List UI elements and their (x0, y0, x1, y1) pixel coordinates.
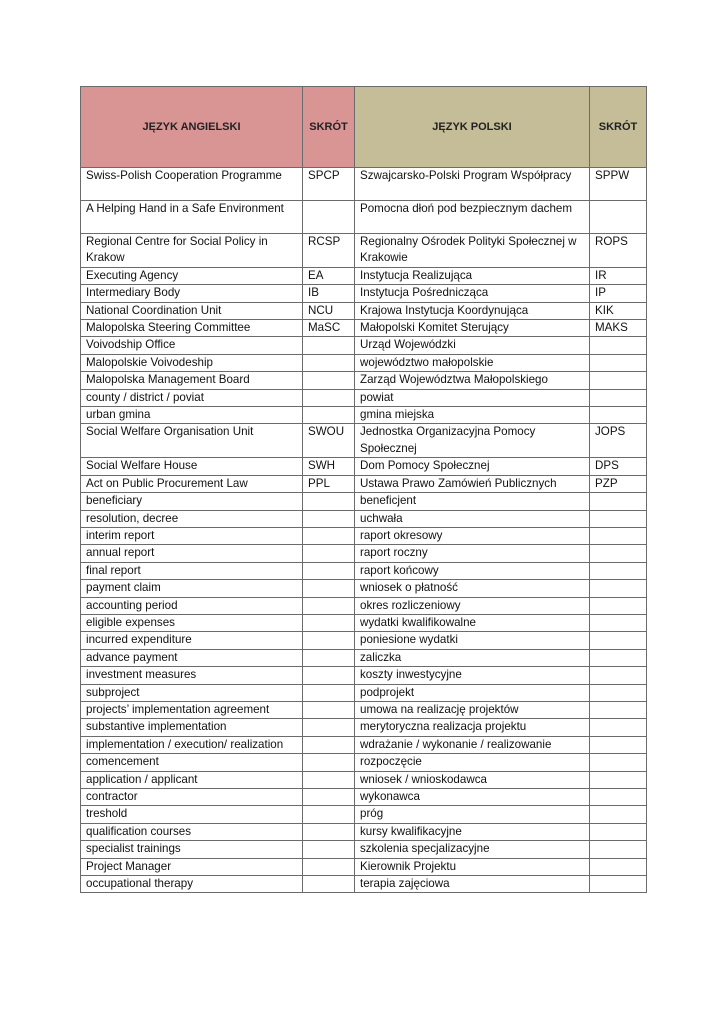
term-english: incurred expenditure (81, 632, 303, 649)
term-polish: Urząd Wojewódzki (355, 337, 590, 354)
abbr-english (303, 580, 355, 597)
term-english: Swiss-Polish Cooperation Programme (81, 168, 303, 201)
term-english: substantive implementation (81, 719, 303, 736)
table-row (81, 736, 647, 753)
table-row (81, 527, 647, 544)
term-polish: wniosek / wnioskodawca (355, 771, 590, 788)
abbr-english (303, 201, 355, 234)
abbr-polish (590, 649, 647, 666)
abbr-polish: ROPS (590, 234, 647, 268)
abbr-english: SPCP (303, 168, 355, 201)
abbr-english: MaSC (303, 320, 355, 337)
term-english: Intermediary Body (81, 285, 303, 302)
abbr-english (303, 667, 355, 684)
abbr-english (303, 337, 355, 354)
term-polish: beneficjent (355, 493, 590, 510)
abbr-polish (590, 337, 647, 354)
table-row (81, 614, 647, 631)
term-polish: Szwajcarsko-Polski Program Współpracy (355, 168, 590, 201)
abbr-english (303, 389, 355, 406)
abbr-polish (590, 701, 647, 718)
table-row (81, 510, 647, 527)
term-english: Malopolska Steering Committee (81, 320, 303, 337)
abbr-polish (590, 614, 647, 631)
table-row (81, 684, 647, 701)
abbr-english (303, 841, 355, 858)
abbr-english (303, 545, 355, 562)
table-row (81, 789, 647, 806)
abbr-english (303, 614, 355, 631)
table-row (81, 841, 647, 858)
abbr-polish (590, 876, 647, 893)
table-row (81, 632, 647, 649)
term-polish: Pomocna dłoń pod bezpiecznym dachem (355, 201, 590, 234)
term-polish: Instytucja Realizująca (355, 267, 590, 284)
term-polish: wydatki kwalifikowalne (355, 614, 590, 631)
abbr-polish (590, 354, 647, 371)
table-row (81, 302, 647, 319)
table-row (81, 649, 647, 666)
abbr-english (303, 684, 355, 701)
term-polish: zaliczka (355, 649, 590, 666)
term-polish: gmina miejska (355, 407, 590, 424)
table-row (81, 285, 647, 302)
abbr-polish: JOPS (590, 424, 647, 458)
term-polish: poniesione wydatki (355, 632, 590, 649)
term-polish: raport okresowy (355, 527, 590, 544)
term-english: Malopolska Management Board (81, 372, 303, 389)
table-row (81, 667, 647, 684)
term-english: qualification courses (81, 823, 303, 840)
abbr-english: SWH (303, 458, 355, 475)
table-row (81, 701, 647, 718)
term-english: subproject (81, 684, 303, 701)
abbr-english (303, 876, 355, 893)
table-row (81, 267, 647, 284)
abbr-english (303, 597, 355, 614)
term-polish: Dom Pomocy Społecznej (355, 458, 590, 475)
abbr-polish (590, 407, 647, 424)
term-polish: Małopolski Komitet Sterujący (355, 320, 590, 337)
term-english: A Helping Hand in a Safe Environment (81, 201, 303, 234)
abbr-polish (590, 201, 647, 234)
abbr-polish (590, 841, 647, 858)
abbr-polish (590, 771, 647, 788)
term-polish: rozpoczęcie (355, 754, 590, 771)
abbr-polish (590, 789, 647, 806)
term-english: investment measures (81, 667, 303, 684)
term-polish: uchwała (355, 510, 590, 527)
table-row (81, 320, 647, 337)
header-english: JĘZYK ANGIELSKI (81, 87, 303, 168)
abbr-english (303, 858, 355, 875)
abbr-polish (590, 580, 647, 597)
term-polish: podprojekt (355, 684, 590, 701)
abbr-english (303, 562, 355, 579)
abbr-polish (590, 372, 647, 389)
term-english: contractor (81, 789, 303, 806)
table-row (81, 545, 647, 562)
table-row (81, 719, 647, 736)
abbr-polish: KIK (590, 302, 647, 319)
abbr-english (303, 736, 355, 753)
abbr-polish: PZP (590, 475, 647, 492)
abbr-english (303, 649, 355, 666)
abbr-english: PPL (303, 475, 355, 492)
table-row (81, 168, 647, 201)
term-polish: szkolenia specjalizacyjne (355, 841, 590, 858)
term-polish: Instytucja Pośrednicząca (355, 285, 590, 302)
table-row (81, 754, 647, 771)
abbr-polish (590, 527, 647, 544)
term-english: projects’ implementation agreement (81, 701, 303, 718)
abbr-english (303, 701, 355, 718)
term-polish: wdrażanie / wykonanie / realizowanie (355, 736, 590, 753)
term-english: Voivodship Office (81, 337, 303, 354)
abbr-english (303, 789, 355, 806)
term-polish: Jednostka Organizacyjna Pomocy Społecznej (355, 424, 590, 458)
glossary-table (80, 86, 647, 893)
abbr-english (303, 632, 355, 649)
abbr-polish (590, 389, 647, 406)
abbr-english (303, 493, 355, 510)
term-polish: województwo małopolskie (355, 354, 590, 371)
abbr-english (303, 771, 355, 788)
table-row (81, 424, 647, 458)
abbr-english: SWOU (303, 424, 355, 458)
table-row (81, 858, 647, 875)
abbr-polish (590, 632, 647, 649)
table-row (81, 597, 647, 614)
table-row (81, 580, 647, 597)
glossary-body (81, 168, 647, 893)
term-polish: umowa na realizację projektów (355, 701, 590, 718)
term-polish: Regionalny Ośrodek Polityki Społecznej w Krakowie (355, 234, 590, 268)
table-row (81, 337, 647, 354)
term-english: Project Manager (81, 858, 303, 875)
table-row (81, 354, 647, 371)
term-polish: kursy kwalifikacyjne (355, 823, 590, 840)
term-english: eligible expenses (81, 614, 303, 631)
table-row (81, 493, 647, 510)
abbr-english: NCU (303, 302, 355, 319)
table-row (81, 389, 647, 406)
header-row (81, 87, 647, 168)
table-row (81, 458, 647, 475)
table-row (81, 407, 647, 424)
term-english: Executing Agency (81, 267, 303, 284)
term-english: accounting period (81, 597, 303, 614)
term-polish: wykonawca (355, 789, 590, 806)
abbr-english (303, 510, 355, 527)
term-english: county / district / poviat (81, 389, 303, 406)
term-polish: raport końcowy (355, 562, 590, 579)
abbr-polish: MAKS (590, 320, 647, 337)
term-english: interim report (81, 527, 303, 544)
term-english: payment claim (81, 580, 303, 597)
abbr-polish (590, 545, 647, 562)
abbr-polish (590, 754, 647, 771)
term-english: Social Welfare House (81, 458, 303, 475)
abbr-polish (590, 806, 647, 823)
term-english: Regional Centre for Social Policy in Krakow (81, 234, 303, 268)
term-polish: okres rozliczeniowy (355, 597, 590, 614)
abbr-english (303, 823, 355, 840)
term-polish: powiat (355, 389, 590, 406)
term-english: advance payment (81, 649, 303, 666)
term-polish: Ustawa Prawo Zamówień Publicznych (355, 475, 590, 492)
term-polish: koszty inwestycyjne (355, 667, 590, 684)
table-row (81, 234, 647, 268)
term-english: Act on Public Procurement Law (81, 475, 303, 492)
term-polish: Zarząd Województwa Małopolskiego (355, 372, 590, 389)
abbr-polish (590, 510, 647, 527)
term-english: final report (81, 562, 303, 579)
abbr-polish: IP (590, 285, 647, 302)
header-abbr-pl: SKRÓT (590, 87, 647, 168)
abbr-english (303, 754, 355, 771)
term-english: comencement (81, 754, 303, 771)
term-polish: raport roczny (355, 545, 590, 562)
abbr-english (303, 806, 355, 823)
term-polish: próg (355, 806, 590, 823)
abbr-polish (590, 562, 647, 579)
table-row (81, 771, 647, 788)
term-english: treshold (81, 806, 303, 823)
table-row (81, 201, 647, 234)
abbr-polish (590, 719, 647, 736)
table-row (81, 475, 647, 492)
abbr-polish (590, 597, 647, 614)
table-row (81, 806, 647, 823)
term-english: implementation / execution/ realization (81, 736, 303, 753)
term-english: occupational therapy (81, 876, 303, 893)
term-polish: Kierownik Projektu (355, 858, 590, 875)
term-polish: Krajowa Instytucja Koordynująca (355, 302, 590, 319)
term-polish: wniosek o płatność (355, 580, 590, 597)
abbr-english (303, 354, 355, 371)
abbr-polish (590, 858, 647, 875)
term-english: annual report (81, 545, 303, 562)
table-row (81, 823, 647, 840)
term-english: urban gmina (81, 407, 303, 424)
abbr-polish (590, 667, 647, 684)
table-row (81, 876, 647, 893)
abbr-polish (590, 684, 647, 701)
abbr-polish: SPPW (590, 168, 647, 201)
term-polish: merytoryczna realizacja projektu (355, 719, 590, 736)
term-english: specialist trainings (81, 841, 303, 858)
abbr-english: EA (303, 267, 355, 284)
abbr-polish (590, 493, 647, 510)
term-english: beneficiary (81, 493, 303, 510)
term-english: Malopolskie Voivodeship (81, 354, 303, 371)
abbr-english (303, 719, 355, 736)
term-english: resolution, decree (81, 510, 303, 527)
abbr-english (303, 372, 355, 389)
abbr-polish (590, 736, 647, 753)
abbr-english (303, 407, 355, 424)
abbr-polish: IR (590, 267, 647, 284)
term-english: National Coordination Unit (81, 302, 303, 319)
abbr-polish (590, 823, 647, 840)
term-polish: terapia zajęciowa (355, 876, 590, 893)
abbr-english (303, 527, 355, 544)
abbr-english: IB (303, 285, 355, 302)
abbr-english: RCSP (303, 234, 355, 268)
table-row (81, 372, 647, 389)
term-english: application / applicant (81, 771, 303, 788)
header-abbr-en: SKRÓT (303, 87, 355, 168)
header-polish: JĘZYK POLSKI (355, 87, 590, 168)
term-english: Social Welfare Organisation Unit (81, 424, 303, 458)
abbr-polish: DPS (590, 458, 647, 475)
table-row (81, 562, 647, 579)
